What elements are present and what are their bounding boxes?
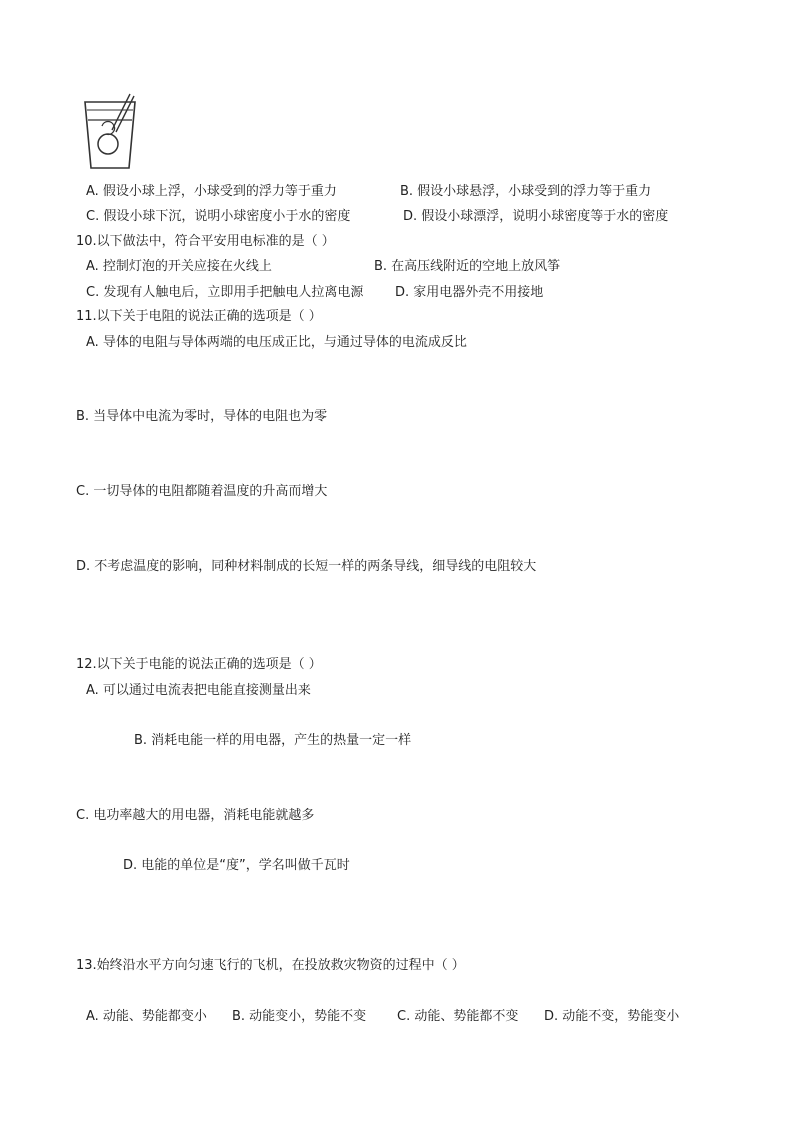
q11-stem: 11.以下关于电阻的说法正确的选项是（ ） <box>76 309 322 324</box>
q10-option-a: A. 控制灯泡的开关应接在火线上 <box>86 259 272 274</box>
q12-option-c: C. 电功率越大的用电器，消耗电能就越多 <box>76 808 315 823</box>
q11-option-c: C. 一切导体的电阻都随着温度的升高而增大 <box>76 484 328 499</box>
q9-option-b: B. 假设小球悬浮，小球受到的浮力等于重力 <box>400 184 652 199</box>
q13-stem: 13.始终沿水平方向匀速飞行的飞机，在投放救灾物资的过程中（ ） <box>76 958 465 973</box>
q11-option-d: D. 不考虑温度的影响，同种材料制成的长短一样的两条导线，细导线的电阻较大 <box>76 559 537 574</box>
q13-option-d: D. 动能不变，势能变小 <box>544 1009 680 1024</box>
q11-option-a: A. 导体的电阻与导体两端的电压成正比，与通过导体的电流成反比 <box>86 335 467 350</box>
q10-stem: 10.以下做法中，符合平安用电标准的是（ ） <box>76 234 335 249</box>
q12-option-d: D. 电能的单位是“度”，学名叫做千瓦时 <box>123 858 350 873</box>
q9-option-a: A. 假设小球上浮，小球受到的浮力等于重力 <box>86 184 337 199</box>
q13-option-a: A. 动能、势能都变小 <box>86 1009 207 1024</box>
q12-stem: 12.以下关于电能的说法正确的选项是（ ） <box>76 657 322 672</box>
q13-option-b: B. 动能变小，势能不变 <box>232 1009 367 1024</box>
q9-option-c: C. 假设小球下沉，说明小球密度小于水的密度 <box>86 209 351 224</box>
q10-option-d: D. 家用电器外壳不用接地 <box>395 285 544 300</box>
q12-option-b: B. 消耗电能一样的用电器，产生的热量一定一样 <box>134 733 412 748</box>
q10-option-c: C. 发现有人触电后，立即用手把触电人拉离电源 <box>86 285 364 300</box>
cup-with-ball-figure <box>82 92 138 172</box>
q12-option-a: A. 可以通过电流表把电能直接测量出来 <box>86 683 311 698</box>
q13-option-c: C. 动能、势能都不变 <box>397 1009 519 1024</box>
q10-option-b: B. 在高压线附近的空地上放风筝 <box>374 259 561 274</box>
q11-option-b: B. 当导体中电流为零时，导体的电阻也为零 <box>76 409 328 424</box>
q9-option-d: D. 假设小球漂浮，说明小球密度等于水的密度 <box>403 209 669 224</box>
